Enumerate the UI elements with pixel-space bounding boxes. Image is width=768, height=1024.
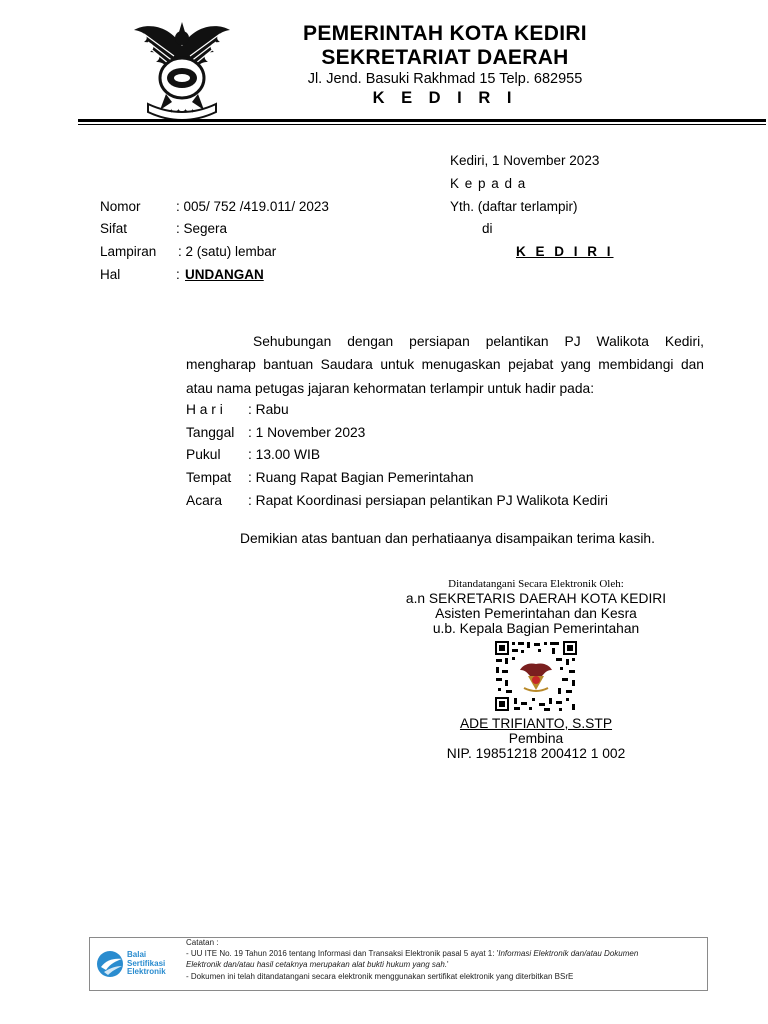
signatory-rank: Pembina (508, 731, 564, 746)
detail-pukul-label: Pukul (186, 447, 221, 462)
closing-sentence: Demikian atas bantuan dan perhatiaanya disampaikan terima kasih. (240, 531, 655, 546)
footer-notes (186, 937, 706, 982)
bsre-logo-line-2: Sertifikasi (127, 958, 166, 968)
nomor-value: : 005/ 752 /419.011/ 2023 (176, 199, 329, 214)
e-signed-note: Ditandatangani Secara Elektronik Oleh: (448, 578, 624, 590)
bsre-logo-icon (96, 950, 126, 978)
recipient-kepada: K e p a d a (450, 176, 527, 191)
footer-note-1-prefix: - UU ITE No. 19 Tahun 2016 tentang Informasi dan Transaksi Elektronik pasal 5 ayat 1: ' (186, 949, 499, 959)
recipient-city: K E D I R I (516, 244, 614, 259)
letterhead-city: K E D I R I (372, 89, 518, 107)
signatory-name: ADE TRIFIANTO, S.STP (459, 716, 613, 731)
detail-acara-label: Acara (186, 493, 223, 508)
recipient-yth: Yth. (daftar terlampir) (450, 199, 578, 214)
hal-value: UNDANGAN (185, 267, 264, 282)
footer-note-2: - Dokumen ini telah ditandatangani secara elektronik menggunakan sertifikat elektronik yang diterbitkan BSrE (186, 971, 574, 981)
detail-tanggal-label: Tanggal (186, 425, 235, 440)
sifat-value: : Segera (176, 221, 228, 236)
signature-line-2: Asisten Pemerintahan dan Kesra (435, 606, 637, 621)
detail-tempat-value: : Ruang Rapat Bagian Pemerintahan (248, 470, 474, 485)
nomor-label: Nomor (100, 199, 141, 214)
detail-hari-label: H a r i (186, 402, 223, 417)
svg-text:✦ ✦ ✦ ✦: ✦ ✦ ✦ ✦ (168, 108, 196, 115)
signature-line-1: a.n SEKRETARIS DAERAH KOTA KEDIRI (405, 591, 667, 606)
hal-label: Hal (100, 267, 121, 282)
detail-pukul-value: : 13.00 WIB (248, 447, 321, 462)
header-divider-thin (78, 124, 766, 125)
signature-qr-code (494, 640, 578, 712)
signature-line-3: u.b. Kepala Bagian Pemerintahan (432, 621, 640, 636)
recipient-di: di (482, 221, 493, 236)
bsre-logo-line-1: Balai (127, 950, 147, 959)
footer-note-1-suffix: ' (447, 960, 449, 970)
hal-colon: : (176, 267, 180, 282)
body-paragraph-text: Sehubungan dengan persiapan pelantikan PJ Walikota Kediri, mengharap bantuan Saudara untuk menugaskan pejabat yang membidangi dan atau nama petugas jajaran kehormatan terlampir untuk hadir pada: (186, 334, 704, 396)
bsre-logo-text (127, 951, 166, 977)
lampiran-label: Lampiran (100, 244, 157, 259)
footer-note-1 (186, 948, 706, 959)
sifat-label: Sifat (100, 221, 128, 236)
footer-note-1-quote-b: Elektronik dan/atau hasil cetaknya merupakan alat bukti hukum yang sah. (186, 960, 448, 970)
bsre-logo-line-3: Elektronik (127, 967, 166, 977)
kediri-emblem-logo (130, 16, 234, 120)
detail-acara-value: : Rapat Koordinasi persiapan pelantikan PJ Walikota Kediri (248, 493, 608, 508)
detail-tanggal-value: : 1 November 2023 (248, 425, 366, 440)
footer-catatan: Catatan : (186, 938, 219, 947)
header-divider-thick (78, 119, 766, 122)
lampiran-value: : 2 (satu) lembar (178, 244, 277, 259)
letterhead-government: PEMERINTAH KOTA KEDIRI (303, 22, 587, 45)
body-paragraph (186, 330, 704, 400)
signatory-nip: NIP. 19851218 200412 1 002 (446, 746, 626, 761)
letter-date: Kediri, 1 November 2023 (450, 153, 600, 168)
detail-tempat-label: Tempat (186, 470, 232, 485)
letterhead-secretariat: SEKRETARIAT DAERAH (321, 46, 569, 69)
footer-note-1-quote-a: Informasi Elektronik dan/atau Dokumen (498, 949, 639, 959)
letterhead-address: Jl. Jend. Basuki Rakhmad 15 Telp. 682955 (307, 71, 583, 87)
footer-note-1-cont (186, 959, 706, 970)
detail-hari-value: : Rabu (248, 402, 289, 417)
